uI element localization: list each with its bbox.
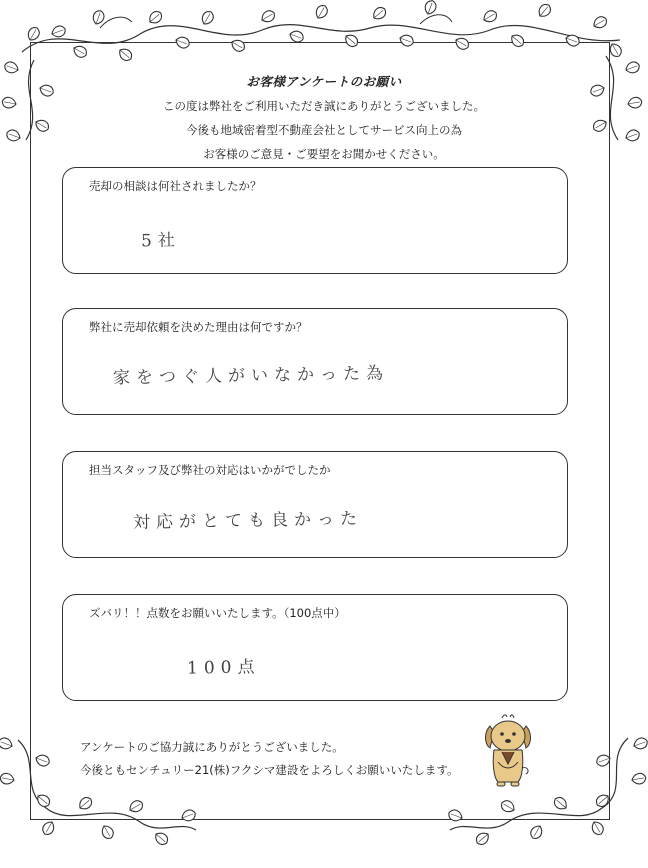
closing-line: アンケートのご協力誠にありがとうございました。	[80, 740, 344, 754]
handwritten-answer: 家をつぐ人がいなかった為	[112, 363, 390, 389]
intro-line: お客様のご意見・ご要望をお聞かせください。	[203, 147, 445, 161]
question-box-3	[62, 451, 568, 558]
closing-line: 今後ともセンチュリー21(株)フクシマ建設をよろしくお願いいたします。	[80, 763, 459, 777]
page-title: お客様アンケートのお願い	[246, 74, 402, 89]
question-label: 弊社に売却依頼を決めた理由は何ですか？	[89, 320, 308, 334]
handwritten-answer: 5社	[140, 230, 182, 252]
intro-line: 今後も地域密着型不動産会社としてサービス向上の為	[186, 123, 462, 137]
question-box-2	[62, 308, 568, 415]
question-label: ズバリ！！点数をお願いいたします。（100点中）	[89, 606, 346, 620]
intro-line: この度は弊社をご利用いただき誠にありがとうございました。	[163, 99, 485, 113]
dog-mascot-icon	[482, 712, 534, 788]
question-box-1	[62, 167, 568, 274]
question-box-4	[62, 594, 568, 701]
handwritten-answer: 対応がとても良かった	[132, 508, 364, 534]
handwritten-answer: 100点	[186, 657, 261, 679]
question-label: 担当スタッフ及び弊社の対応はいかがでしたか	[89, 463, 331, 477]
question-label: 売却の相談は何社されましたか？	[89, 179, 262, 193]
